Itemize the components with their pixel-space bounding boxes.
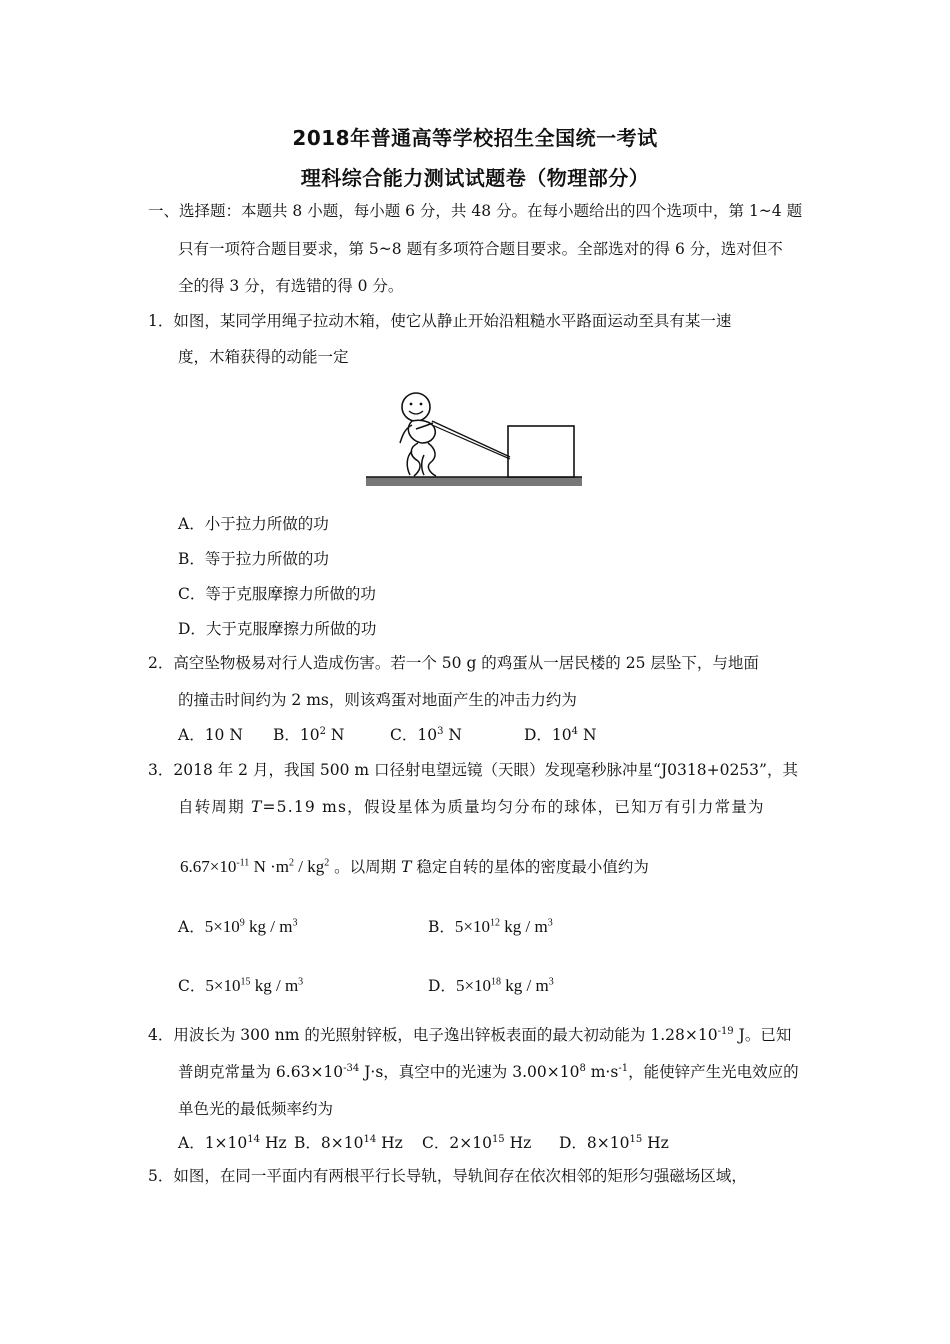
q3-option-d: D．$5\times 10^{18}$ kg / $m^3$ — [428, 976, 554, 995]
q2-stem-line-1: 2．高空坠物极易对行人造成伤害。若一个 50 g 的鸡蛋从一居民楼的 25 层坠下，与地面 — [148, 654, 759, 672]
q1-stem-line-1: 1．如图，某同学用绳子拉动木箱，使它从静止开始沿粗糙水平路面运动至具有某一速 — [148, 312, 732, 330]
q4-option-b: B．$8\times 10^{14}$ Hz — [294, 1133, 403, 1152]
exam-subtitle: 理科综合能力测试试题卷（物理部分） — [300, 166, 650, 190]
q4-option-c: C．$2\times 10^{15}$ Hz — [422, 1133, 532, 1152]
exam-title: 2018年普通高等学校招生全国统一考试 — [292, 126, 658, 150]
q4-option-d: D．$8\times 10^{15}$ Hz — [559, 1133, 669, 1152]
q2-option-b: B．$10^2$ N — [273, 725, 345, 744]
q3-stem-line-3: $6.67\times 10^{-11}$ $N \cdot m^2 / kg^2$ 。以周期 T 稳定自转的星体的密度最小值约为 — [180, 857, 649, 876]
q1-stem-line-2: 度，木箱获得的动能一定 — [178, 348, 349, 366]
q4-option-a: A．$1\times 10^{14}$ Hz — [178, 1133, 287, 1152]
q2-stem-line-2: 的撞击时间约为 2 ms，则该鸡蛋对地面产生的冲击力约为 — [178, 691, 577, 709]
section-instructions-line-1: 一、选择题：本题共 8 小题，每小题 6 分，共 48 分。在每小题给出的四个选项中，第 1~4 题 — [148, 202, 803, 220]
q2-option-d: D．$10^4$ N — [524, 725, 597, 744]
q3-option-c: C．$5\times 10^{15}$ kg / $m^3$ — [178, 976, 304, 995]
q3-option-b: B．$5\times 10^{12}$ kg / $m^3$ — [428, 917, 553, 936]
q1-option-c: C．等于克服摩擦力所做的功 — [178, 585, 376, 603]
q2-option-a: A．10 N — [178, 726, 243, 744]
q3-option-a: A．$5\times 10^9$ kg / $m^3$ — [178, 917, 298, 936]
gravitational-constant: $6.67\times 10^{-11}$ $N \cdot m^2 / kg^2$ — [180, 857, 330, 876]
section-instructions-line-3: 全的得 3 分，有选错的得 0 分。 — [178, 277, 404, 295]
q1-figure-person-pulling-box — [360, 385, 586, 490]
q1-option-a: A．小于拉力所做的功 — [178, 515, 329, 533]
ground-surface — [366, 477, 582, 486]
q4-stem-line-2: 普朗克常量为 $6.63\times 10^{-34}$ J·s，真空中的光速为 $3.00\times 10^8$ $m\cdot s^{-1}$，能使锌产生光电效应的 — [178, 1062, 799, 1081]
q4-stem-line-3: 单色光的最低频率约为 — [178, 1100, 334, 1118]
q1-option-b: B．等于拉力所做的功 — [178, 550, 329, 568]
person-head — [402, 393, 430, 421]
q3-stem-line-2: 自转周期 T=5.19 ms，假设星体为质量均匀分布的球体，已知万有引力常量为 — [178, 798, 765, 816]
rope — [432, 421, 510, 457]
q1-option-d: D．大于克服摩擦力所做的功 — [178, 620, 377, 638]
q4-stem-line-1: 4．用波长为 300 nm 的光照射锌板，电子逸出锌板表面的最大初动能为 $1.28\times 10^{-19}$ J。已知 — [148, 1025, 792, 1044]
wooden-box — [508, 426, 574, 477]
q2-option-c: C．$10^3$ N — [390, 725, 462, 744]
q5-stem-line-1: 5．如图，在同一平面内有两根平行长导轨，导轨间存在依次相邻的矩形匀强磁场区域， — [148, 1167, 747, 1185]
section-instructions-line-2: 只有一项符合题目要求，第 5~8 题有多项符合题目要求。全部选对的得 6 分，选对但不 — [178, 240, 783, 258]
q3-stem-line-1: 3．2018 年 2 月，我国 500 m 口径射电望远镜（天眼）发现毫秒脉冲星“J0318+0253”，其 — [148, 761, 798, 779]
